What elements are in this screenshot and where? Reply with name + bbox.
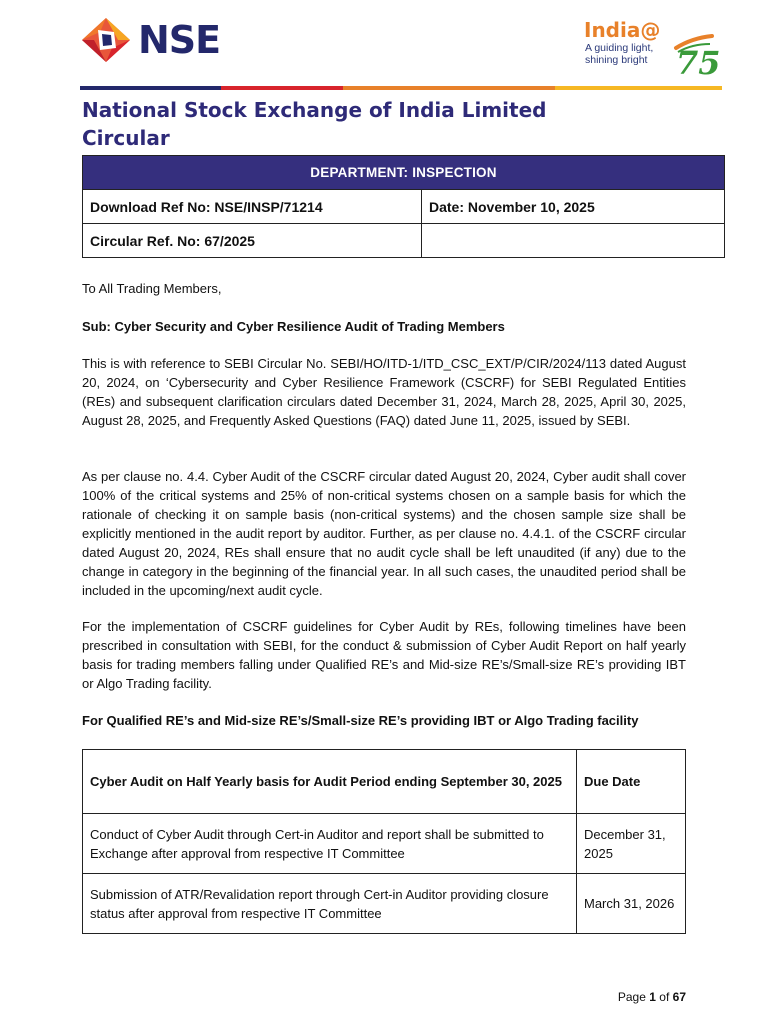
paragraph-1: This is with reference to SEBI Circular No. SEBI/HO/ITD-1/ITD_CSC_EXT/P/CIR/2024/113 dated August 20, 2024, on ‘Cybersecurity and Cyber Resilience Framework (CSCRF) for SEBI Regulated Entities (REs) and subsequent clarification circulars dated December 31, 2024, March 28, 2025, April 30, 2025, August 28, 2025, and Frequently Asked Questions (FAQ) dated June 11, 2025, issued by SEBI.: [82, 356, 686, 428]
table-row: [83, 814, 686, 874]
circular-info-table: [82, 155, 725, 258]
total-pages: 67: [672, 990, 686, 1004]
nse-emblem-icon: [82, 18, 130, 62]
tagline-line-1: A guiding light,: [585, 42, 654, 54]
date-cell: Date: November 10, 2025: [422, 190, 725, 224]
table-cell-due-date: December 31, 2025: [577, 814, 686, 874]
subject-line: Sub: Cyber Security and Cyber Resilience Audit of Trading Members: [82, 319, 505, 334]
nse-logo: [82, 18, 220, 62]
title-line-1: National Stock Exchange of India Limited: [82, 98, 547, 122]
table-header-row: [83, 750, 686, 814]
section-heading: For Qualified RE’s and Mid-size RE’s/Small-size RE’s providing IBT or Algo Trading facility: [82, 713, 639, 728]
download-ref-cell: Download Ref No: NSE/INSP/71214: [83, 190, 422, 224]
table-cell-due-date: March 31, 2026: [577, 874, 686, 934]
paragraph-2: As per clause no. 4.4. Cyber Audit of the CSCRF circular dated August 20, 2024, Cyber audit shall cover 100% of the critical systems and 25% of non-critical systems chosen on a sample basis for which the rationale of checking it on sample basis (non-critical systems) and the chosen sample size shall be explicitly mentioned in the audit report by auditor. Further, as per clause no. 4.4.1. of the CSCRF circular dated August 20, 2024, REs shall ensure that no audit cycle shall be left unaudited (if any) due to the change in category in the beginning of the financial year. In all such cases, the unaudited period shall be included in the upcoming/next audit cycle.: [82, 469, 686, 598]
department-label: DEPARTMENT: INSPECTION: [83, 156, 725, 190]
column-header-due-date: Due Date: [577, 750, 686, 814]
paragraph-3: For the implementation of CSCRF guidelines for Cyber Audit by REs, following timelines have been prescribed in consultation with SEBI, for the conduct & submission of Cyber Audit Report on half yearly basis for trading members falling under Qualified RE’s and Mid-size RE’s/Small-size RE’s providing IBT or Algo Trading facility.: [82, 619, 686, 691]
page-title: [82, 96, 546, 152]
empty-cell: [422, 224, 725, 258]
page-word: Page: [617, 990, 646, 1004]
column-header-audit: Cyber Audit on Half Yearly basis for Audit Period ending September 30, 2025: [83, 750, 577, 814]
of-word: of: [659, 990, 670, 1004]
seventy-five-emblem-icon: [646, 24, 724, 80]
nse-wordmark: NSE: [138, 18, 221, 62]
table-cell-activity: Submission of ATR/Revalidation report through Cert-in Auditor providing closure status after approval from respective IT Committee: [83, 874, 577, 934]
india-at-75-logo: [584, 20, 724, 80]
salutation: To All Trading Members,: [82, 281, 222, 296]
header-color-stripe: [80, 86, 722, 90]
cyber-audit-table: [82, 749, 686, 934]
page-number: [618, 990, 686, 1004]
table-row: [83, 874, 686, 934]
tagline-line-2: shining bright: [585, 54, 648, 66]
title-line-2: Circular: [82, 126, 170, 150]
india-at-text: India@: [584, 18, 661, 42]
anniversary-number: 75: [676, 44, 721, 80]
table-cell-activity: Conduct of Cyber Audit through Cert-in Auditor and report shall be submitted to Exchange after approval from respective IT Committee: [83, 814, 577, 874]
current-page: 1: [649, 990, 656, 1004]
circular-ref-cell: Circular Ref. No: 67/2025: [83, 224, 422, 258]
